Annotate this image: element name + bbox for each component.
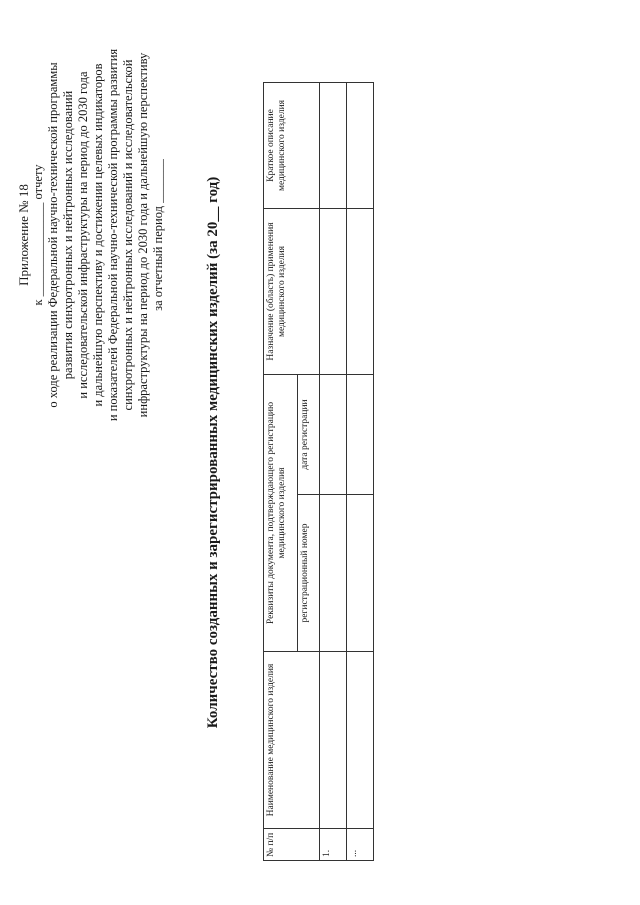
row-number: 1. [320,829,347,861]
column-header-number: № п/п [264,829,320,861]
table-header-row [264,83,298,861]
column-header-purpose: Назначение (область) применения медицинского изделия [264,209,320,375]
table-row [320,83,347,861]
appendix-header [16,15,166,455]
registration-number-cell [320,495,347,652]
header-line: о ходе реализации Федеральной научно-технической программы [46,62,60,408]
page-title: Количество созданных и зарегистрированных медицинских изделий (за 20__ год) [205,176,221,729]
table-row [347,83,374,861]
column-header-registration-docs: Реквизиты документа, подтверждающего регистрацию медицинского изделия [264,375,298,652]
registration-number-cell [347,495,374,652]
purpose-cell [320,209,347,375]
header-line: синхротронных и нейтронных исследований и исследовательской [121,59,135,411]
header-line: инфраструктуры на период до 2030 года и дальнейшую перспективу [136,52,150,418]
report-reference: к _______________ отчету [31,164,45,306]
purpose-cell [347,209,374,375]
column-header-registration-date: дата регистрации [298,375,320,495]
header-line: и исследовательской инфраструктуры на период до 2030 года [76,71,90,399]
column-header-registration-number: регистрационный номер [298,495,320,652]
medical-devices-table [263,82,374,861]
row-number: ... [347,829,374,861]
header-line: развития синхротронных и нейтронных исследований [61,90,75,380]
reporting-period: за отчетный период _______ [151,159,165,311]
description-cell [320,83,347,209]
description-cell [347,83,374,209]
column-header-device-name: Наименование медицинского изделия [264,652,320,829]
appendix-number: Приложение № 18 [16,184,31,286]
device-name-cell [320,652,347,829]
column-header-description: Краткое описание медицинского изделия [264,83,320,209]
header-line: и показателей Федеральной научно-технической программы развития [106,48,120,422]
registration-date-cell [347,375,374,495]
device-name-cell [347,652,374,829]
registration-date-cell [320,375,347,495]
header-line: и дальнейшую перспективу и достижении целевых индикаторов [91,63,105,407]
